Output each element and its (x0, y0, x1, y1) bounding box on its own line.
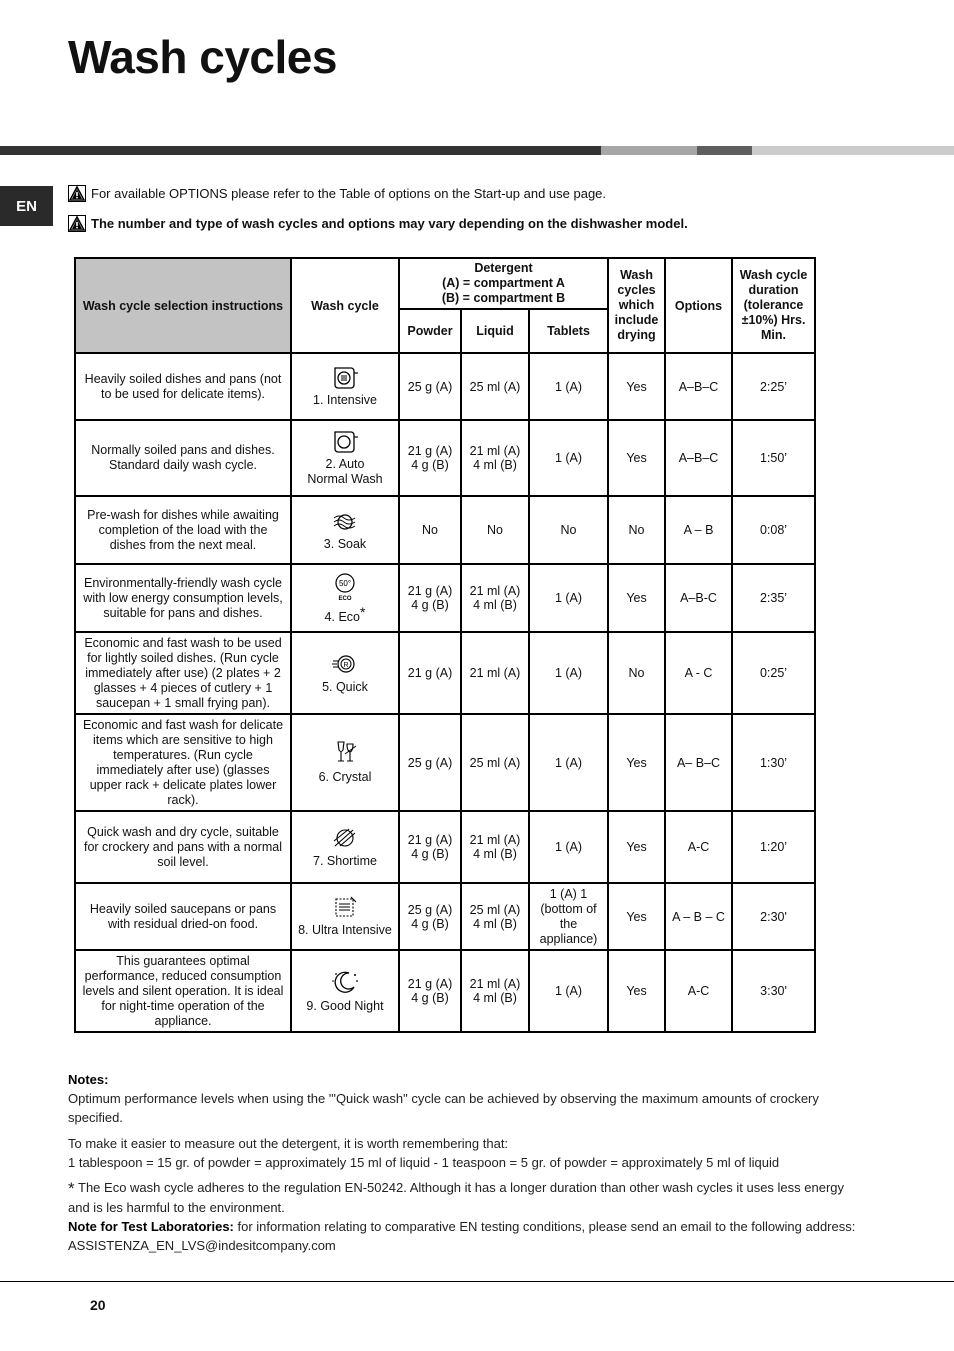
cycle-description: Pre-wash for dishes while awaiting completion of the load with the dishes from the next meal. (75, 496, 291, 564)
liquid-value-b: 4 ml (B) (473, 458, 517, 472)
options-cell: A – B – C (665, 883, 732, 950)
tablets-cell: 1 (A) (529, 632, 608, 714)
notes-measure-equivalents: 1 tablespoon = 15 gr. of powder = approximately 15 ml of liquid - 1 teaspoon = 5 gr. of powder = approximately 5 ml of liquid (68, 1155, 780, 1170)
options-cell: A–B–C (665, 420, 732, 496)
eco-icon (331, 571, 359, 601)
powder-cell (399, 564, 461, 632)
cycle-cell (291, 564, 399, 632)
table-row (75, 632, 815, 714)
options-cell: A - C (665, 632, 732, 714)
ultra-intensive-icon (331, 895, 359, 919)
table-row (75, 714, 815, 811)
liquid-cell (461, 420, 529, 496)
model-warning-text: The number and type of wash cycles and options may vary depending on the dishwasher model. (91, 216, 688, 231)
header-detergent-b: (B) = compartment B (441, 291, 566, 305)
options-cell: A– B–C (665, 714, 732, 811)
duration-cell: 2:30' (732, 883, 815, 950)
asterisk: * (68, 1179, 75, 1198)
notes-eco (68, 1178, 868, 1217)
table-row (75, 564, 815, 632)
asterisk: * (359, 604, 366, 620)
cycle-name: 6. Crystal (318, 770, 372, 784)
cycle-cell (291, 353, 399, 420)
header-detergent-title: Detergent (474, 261, 533, 275)
liquid-value: 25 ml (A) (469, 902, 521, 917)
cycle-name: 3. Soak (323, 536, 367, 551)
liquid-cell (461, 564, 529, 632)
cycle-cell (291, 420, 399, 496)
drying-cell: Yes (608, 811, 665, 883)
drying-cell: Yes (608, 714, 665, 811)
options-warning-text: For available OPTIONS please refer to the Table of options on the Start-up and use page. (91, 186, 607, 201)
warning-icon (68, 215, 86, 232)
liquid-value: 25 ml (A) (469, 755, 521, 770)
warning-icon (68, 185, 86, 202)
duration-cell: 0:08’ (732, 496, 815, 564)
notes-heading: Notes: (68, 1072, 109, 1087)
table-row (75, 950, 815, 1032)
header-selection: Wash cycle selection instructions (75, 258, 291, 353)
cycle-description: Quick wash and dry cycle, suitable for crockery and pans with a normal soil level. (75, 811, 291, 883)
cycle-name: 5. Quick (322, 679, 368, 694)
cycle-cell (291, 950, 399, 1032)
duration-cell: 3:30' (732, 950, 815, 1032)
liquid-value: 25 ml (A) (469, 379, 521, 394)
cycle-name: 7. Shortime (313, 853, 377, 868)
tablets-cell: 1 (A) (529, 714, 608, 811)
powder-cell (399, 883, 461, 950)
liquid-cell (461, 811, 529, 883)
notes-test-labs-label: Note for Test Laboratories: (68, 1219, 234, 1234)
tablets-cell: 1 (A) (529, 950, 608, 1032)
cycle-cell (291, 883, 399, 950)
powder-cell (399, 353, 461, 420)
liquid-value: 21 ml (A) (469, 584, 521, 598)
good-night-icon (330, 969, 360, 995)
quick-icon (331, 652, 359, 676)
language-tab: EN (0, 186, 53, 226)
cycle-name: 1. Intensive (313, 393, 377, 407)
header-detergent-a: (A) = compartment A (442, 276, 565, 290)
drying-cell: No (608, 496, 665, 564)
drying-cell: Yes (608, 883, 665, 950)
cycle-cell (291, 496, 399, 564)
liquid-value: No (487, 523, 503, 537)
svg-text:R: R (343, 661, 349, 669)
powder-cell (399, 950, 461, 1032)
header-duration: Wash cycle duration (tolerance ±10%) Hrs. Min. (732, 258, 815, 353)
powder-cell (399, 714, 461, 811)
powder-value: 21 g (A) (407, 833, 453, 847)
table-row (75, 353, 815, 420)
svg-text:50°: 50° (338, 579, 352, 588)
tablets-cell: 1 (A) (529, 564, 608, 632)
notes-section (68, 1070, 868, 1255)
cycle-name: 9. Good Night (306, 998, 384, 1013)
duration-cell: 0:25’ (732, 632, 815, 714)
liquid-cell (461, 632, 529, 714)
powder-value: 25 g (A) (407, 379, 453, 394)
header-powder: Powder (399, 309, 461, 353)
soak-icon (331, 509, 359, 533)
powder-value: 25 g (A) (407, 902, 453, 917)
header-bar-light (601, 146, 697, 155)
table-row (75, 420, 815, 496)
tablets-cell: 1 (A) (529, 811, 608, 883)
drying-cell: Yes (608, 564, 665, 632)
powder-value: 21 g (A) (407, 444, 453, 458)
cycle-description: Normally soiled pans and dishes. Standard daily wash cycle. (75, 420, 291, 496)
notes-test-labs (68, 1217, 868, 1255)
powder-value-b: 4 g (B) (411, 991, 449, 1005)
model-warning (68, 215, 688, 232)
table-row (75, 811, 815, 883)
cycle-cell (291, 714, 399, 811)
cycle-description: Environmentally-friendly wash cycle with low energy consumption levels, suitable for pans and dishes. (75, 564, 291, 632)
cycle-name: 8. Ultra Intensive (298, 923, 392, 937)
header-bar-pale (752, 146, 954, 155)
drying-cell: Yes (608, 420, 665, 496)
duration-cell: 2:35’ (732, 564, 815, 632)
cycle-cell (291, 632, 399, 714)
header-tablets: Tablets (529, 309, 608, 353)
wash-cycles-table (74, 257, 816, 1033)
cycle-description: Heavily soiled dishes and pans (not to be used for delicate items). (75, 353, 291, 420)
cycle-name: 4. Eco (324, 610, 360, 624)
options-cell: A-C (665, 950, 732, 1032)
liquid-cell (461, 714, 529, 811)
crystal-icon (331, 740, 359, 766)
powder-cell (399, 811, 461, 883)
powder-value: 21 g (A) (407, 666, 453, 680)
header-options: Options (665, 258, 732, 353)
page-number: 20 (90, 1297, 106, 1313)
tablets-cell: 1 (A) (529, 420, 608, 496)
notes-eco-text: The Eco wash cycle adheres to the regulation EN-50242. Although it has a longer duration than other wash cycles it uses less energy and is les harmful to the environment. (68, 1180, 845, 1215)
duration-cell: 2:25’ (732, 353, 815, 420)
table-row (75, 883, 815, 950)
table-row (75, 496, 815, 564)
page-title: Wash cycles (68, 31, 337, 83)
drying-cell: No (608, 632, 665, 714)
powder-value: 25 g (A) (407, 755, 453, 770)
header-cycle: Wash cycle (291, 258, 399, 353)
liquid-value: 21 ml (A) (469, 666, 521, 680)
duration-cell: 1:20’ (732, 811, 815, 883)
liquid-value-b: 4 ml (B) (473, 991, 517, 1005)
liquid-cell (461, 883, 529, 950)
header-drying: Wash cycles which include drying (608, 258, 665, 353)
liquid-value-b: 4 ml (B) (473, 916, 517, 931)
options-cell: A – B (665, 496, 732, 564)
liquid-value: 21 ml (A) (469, 977, 521, 991)
header-bar-mid (697, 146, 752, 155)
powder-cell (399, 496, 461, 564)
powder-cell (399, 420, 461, 496)
options-cell: A-C (665, 811, 732, 883)
powder-value-b: 4 g (B) (411, 916, 449, 931)
cycle-description: Economic and fast wash for delicate items which are sensitive to high temperatures. (Run cycle immediately after use) (glasses upper rack + delicate plates lower rack). (75, 714, 291, 811)
powder-cell (399, 632, 461, 714)
cycle-name-row (296, 605, 394, 625)
cycle-description: This guarantees optimal performance, reduced consumption levels and silent operation. It is ideal for night-time operation of the appliance. (75, 950, 291, 1032)
notes-test-labs-text: for information relating to comparative EN testing conditions, please send an email to the following address: ASSISTENZA_EN_LVS@indesitcompany.com (68, 1219, 856, 1253)
tablets-cell: No (529, 496, 608, 564)
duration-cell: 1:30’ (732, 714, 815, 811)
cycle-cell (291, 811, 399, 883)
duration-cell: 1:50’ (732, 420, 815, 496)
header-detergent (399, 258, 608, 309)
cycle-name-line2: Normal Wash (307, 472, 383, 486)
powder-value: 21 g (A) (407, 584, 453, 598)
tablets-cell: 1 (A) (529, 353, 608, 420)
cycle-name: 2. Auto (325, 457, 365, 471)
intensive-icon (331, 365, 359, 389)
liquid-value-b: 4 ml (B) (473, 598, 517, 612)
options-cell: A–B-C (665, 564, 732, 632)
drying-cell: Yes (608, 950, 665, 1032)
liquid-value: 21 ml (A) (469, 444, 521, 458)
liquid-value: 21 ml (A) (469, 833, 521, 847)
cycle-description: Economic and fast wash to be used for lightly soiled dishes. (Run cycle immediately after use) (2 plates + 2 glasses + 4 pieces of cutlery + 1 saucepan + 1 small frying pan). (75, 632, 291, 714)
cycle-description: Heavily soiled saucepans or pans with residual dried-on food. (75, 883, 291, 950)
svg-text:ECO: ECO (338, 596, 352, 601)
footer-divider (0, 1281, 954, 1282)
liquid-cell (461, 353, 529, 420)
powder-value-b: 4 g (B) (411, 598, 449, 612)
liquid-cell (461, 496, 529, 564)
shortime-icon (331, 826, 359, 850)
powder-value-b: 4 g (B) (411, 458, 449, 472)
notes-quick-wash: Optimum performance levels when using the "'Quick wash" cycle can be achieved by observing the maximum amounts of crockery specified. (68, 1091, 819, 1125)
options-cell: A–B–C (665, 353, 732, 420)
tablets-cell: 1 (A) 1 (bottom of the appliance) (529, 883, 608, 950)
powder-value: 21 g (A) (407, 977, 453, 991)
powder-value: No (422, 523, 438, 537)
drying-cell: Yes (608, 353, 665, 420)
liquid-value-b: 4 ml (B) (473, 847, 517, 861)
header-bar-dark (0, 146, 601, 155)
notes-measure-intro: To make it easier to measure out the detergent, it is worth remembering that: (68, 1136, 509, 1151)
powder-value-b: 4 g (B) (411, 847, 449, 861)
options-warning (68, 185, 606, 202)
header-liquid: Liquid (461, 309, 529, 353)
auto-icon (331, 429, 359, 453)
liquid-cell (461, 950, 529, 1032)
